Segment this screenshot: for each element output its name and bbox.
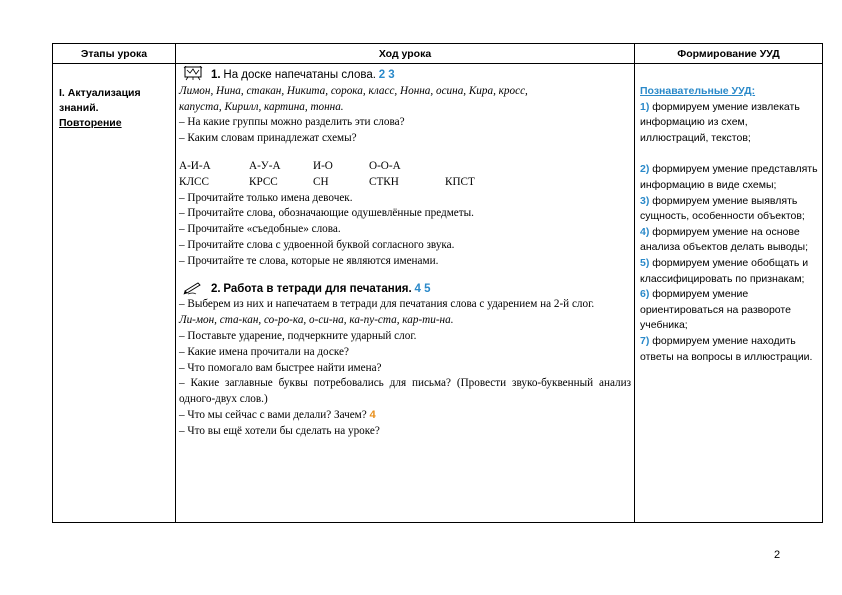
task1-refs: 2 3 [378, 69, 395, 81]
question: – Прочитайте слова, обозначающие одушевлённые предметы. [179, 207, 474, 220]
question: – Что вы ещё хотели бы сделать на уроке? [179, 424, 380, 437]
words-line: капуста, Кирилл, картина, тонна. [179, 100, 344, 113]
header-uud: Формирование УУД [635, 44, 823, 64]
syllables-line: Ли-мон, ста-кан, со-ро-ка, о-си-на, ка-пу-ста, кар-ти-на. [179, 314, 454, 327]
uud-heading: Познавательные УУД: [640, 85, 756, 97]
task1-number: 1. [211, 69, 221, 81]
scheme: КЛСС [179, 175, 209, 188]
question: – На какие группы можно разделить эти слова? [179, 116, 405, 129]
task1-heading [179, 66, 631, 84]
task1-title: На доске напечатаны слова. [223, 69, 376, 81]
page-number: 2 [774, 549, 781, 561]
scheme: КРСС [249, 175, 278, 188]
uud-item-text: формируем умение находить ответы на вопросы в иллюстрации. [640, 334, 813, 363]
uud-item [640, 225, 818, 256]
uud-item-number: 6) [640, 288, 650, 301]
uud-item-number: 4) [640, 225, 650, 238]
question: – Прочитайте те слова, которые не являются именами. [179, 254, 439, 267]
question: – Что помогало вам быстрее найти имена? [179, 361, 382, 374]
uud-item-text: формируем умение ориентироваться на развороте учебника; [640, 288, 791, 332]
uud-item-number: 5) [640, 256, 650, 269]
stage-line: I. Актуализация [59, 87, 141, 99]
scheme: И-О [313, 159, 333, 172]
uud-item [640, 194, 818, 225]
paragraph: – Выберем из них и напечатаем в тетради для печатания слова с ударением на 2-й слог. [179, 298, 595, 311]
task2-title: Работа в тетради для печатания. [223, 282, 412, 295]
question-with-ref [179, 408, 631, 424]
scheme: СН [313, 175, 329, 188]
question: – Прочитайте «съедобные» слова. [179, 223, 341, 236]
uud-item-number: 3) [640, 194, 650, 207]
question: – Поставьте ударение, подчеркните ударный слог. [179, 329, 417, 342]
question: – Прочитайте только имена девочек. [179, 191, 353, 204]
uud-item [640, 256, 818, 287]
paragraph: – Какие заглавные буквы потребовались для письма? (Провести звуко-буквенный анализ одного-двух слов.) [179, 377, 631, 406]
question-ref: 4 [369, 408, 376, 421]
uud-item-number: 1) [640, 100, 650, 113]
header-course: Ход урока [176, 44, 635, 64]
blackboard-icon [183, 66, 203, 81]
uud-item [640, 287, 818, 334]
scheme: А-У-А [249, 159, 281, 172]
course-cell [176, 64, 635, 523]
task2-refs: 4 5 [414, 282, 431, 295]
question: – Какие имена прочитали на доске? [179, 345, 349, 358]
uud-item-text: формируем умение на основе анализа объектов делать выводы; [640, 225, 809, 254]
header-stages: Этапы урока [53, 44, 176, 64]
uud-cell [635, 64, 823, 523]
header-row [53, 44, 823, 64]
scheme: СТКН [369, 175, 399, 188]
stage-line: Повторение [59, 117, 122, 129]
uud-item [640, 162, 818, 193]
question: – Прочитайте слова с удвоенной буквой согласного звука. [179, 238, 455, 251]
lesson-table [52, 43, 823, 523]
uud-item-text: формируем умение выявлять сущность, особенности объектов; [640, 194, 805, 223]
uud-item-text: формируем умение представлять информацию в виде схемы; [640, 163, 818, 191]
uud-item-number: 2) [640, 163, 650, 176]
pencil-icon [183, 280, 203, 295]
scheme: О-О-А [369, 159, 401, 172]
stage-cell [53, 64, 176, 523]
task2-heading [179, 280, 631, 298]
task2-number: 2. [211, 282, 221, 295]
scheme: КПСТ [445, 175, 475, 188]
question: – Что мы сейчас с вами делали? Зачем? [179, 408, 367, 421]
uud-item [640, 100, 818, 147]
uud-item-text: формируем умение обобщать и классифицировать по признакам; [640, 256, 809, 285]
lesson-row [53, 64, 823, 523]
scheme: А-И-А [179, 159, 211, 172]
schemes-row-consonants [179, 175, 631, 191]
question: – Каким словам принадлежат схемы? [179, 132, 357, 145]
uud-item [640, 334, 818, 365]
schemes-row-vowels [179, 159, 631, 175]
uud-item-text: формируем умение извлекать информацию из схем, иллюстраций, текстов; [640, 100, 800, 144]
stage-line: знаний. [59, 102, 99, 114]
words-line: Лимон, Нина, стакан, Никита, сорока, класс, Нонна, осина, Кира, кросс, [179, 84, 528, 97]
uud-item-number: 7) [640, 334, 650, 347]
